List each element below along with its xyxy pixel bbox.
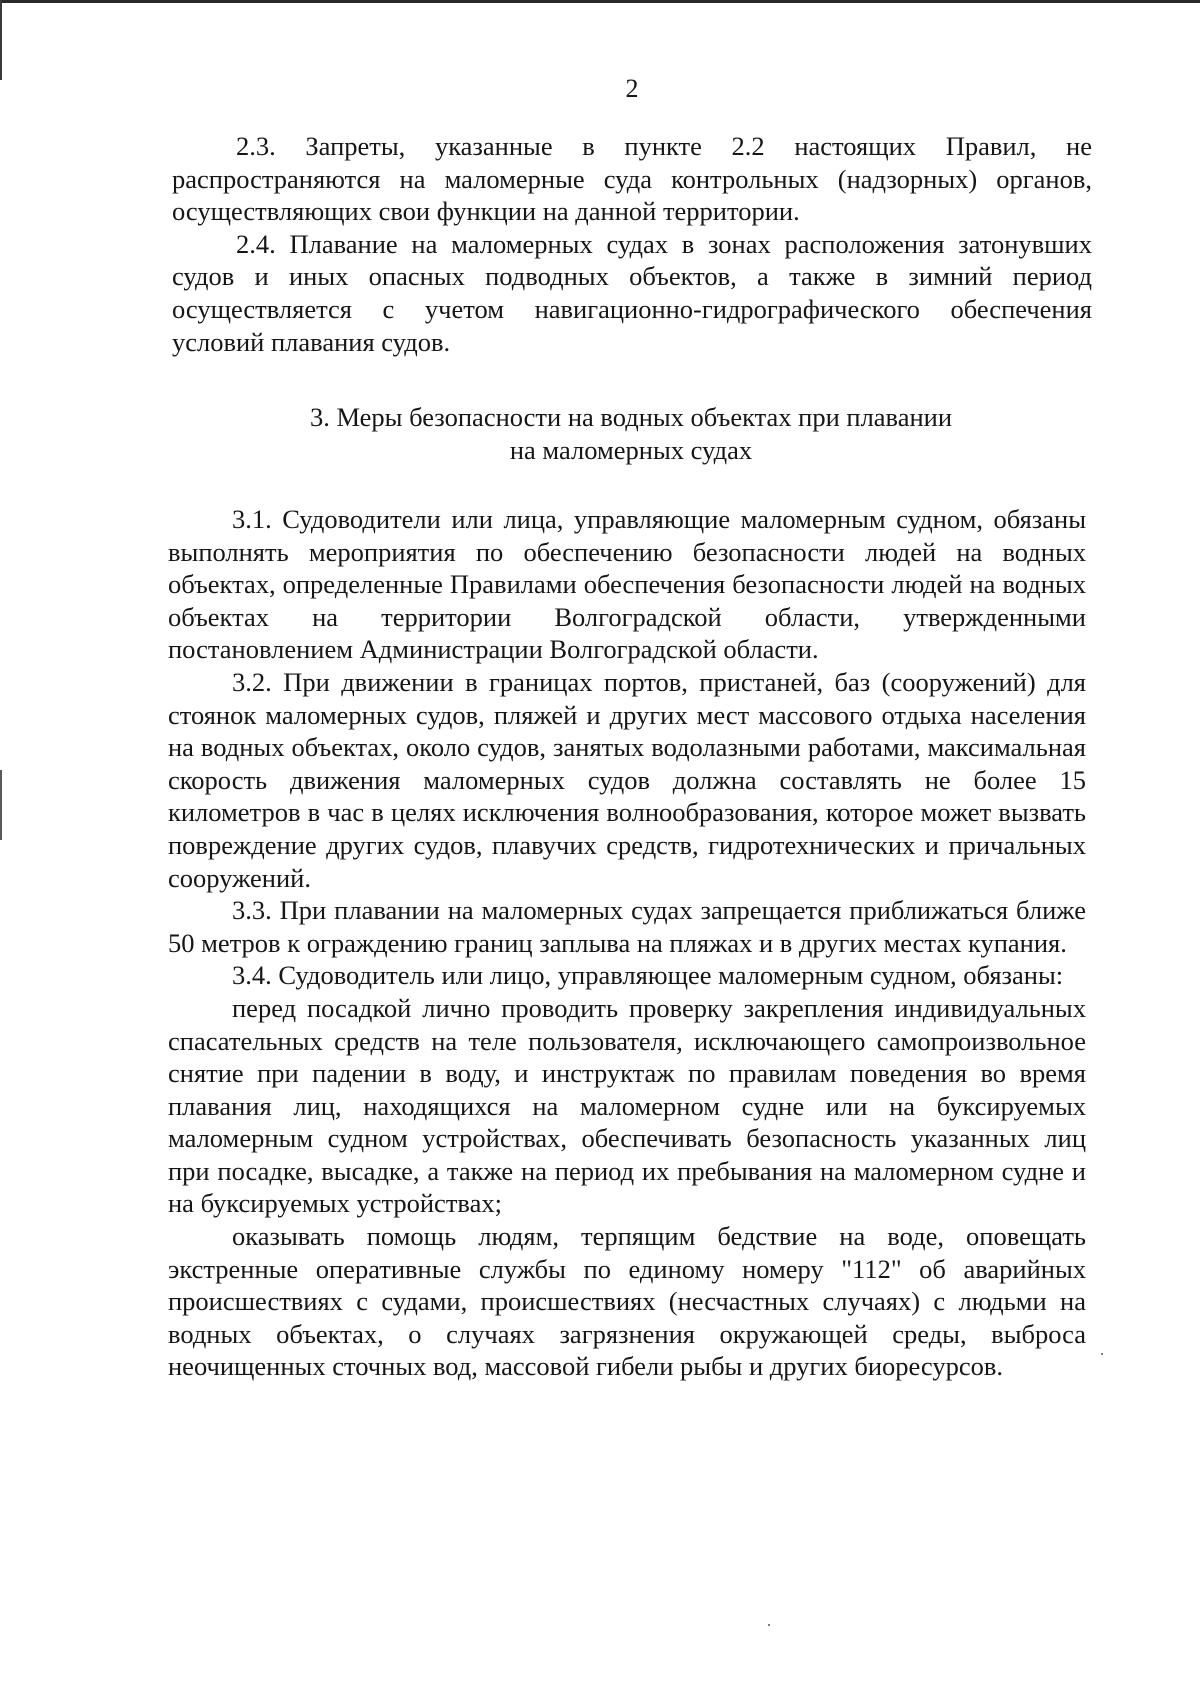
paragraph-2-4: 2.4. Плавание на маломерных судах в зонах расположения затонувших судов и иных опасных подводных объектов, а также в зимний период осуществляется с учетом навигационно-гидрографического обеспечения условий плавания судов.: [172, 228, 1092, 357]
scan-border-left: [0, 0, 2, 80]
scan-speck: [1101, 1353, 1103, 1355]
paragraph-3-4-a: перед посадкой лично проводить проверку закрепления индивидуальных спасательных средств на теле пользователя, исключающего самопроизвольное снятие при падении в воду, и инструктаж по правилам поведения во время плавания лиц, находящихся на маломерном судне или на буксируемых маломерным судном устройствах, обеспечивать безопасность указанных лиц при посадке, высадке, а также на период их пребывания на маломерном судне и на буксируемых устройствах;: [168, 992, 1086, 1219]
scan-speck: [768, 1624, 770, 1626]
paragraph-3-3: 3.3. При плавании на маломерных судах запрещается приближаться ближе 50 метров к ограждению границ заплыва на пляжах и в других местах купания.: [168, 895, 1086, 958]
paragraph-2-3: 2.3. Запреты, указанные в пункте 2.2 настоящих Правил, не распространяются на маломерные суда контрольных (надзорных) органов, осуществляющих свои функции на данной территории.: [172, 131, 1092, 227]
section-3-heading-line-1: 3. Меры безопасности на водных объектах при плавании: [309, 402, 953, 432]
paragraph-3-4: 3.4. Судоводитель или лицо, управляющее маломерным судном, обязаны:: [232, 960, 1064, 991]
scan-border-left-mark: [0, 770, 2, 840]
section-3-heading: [172, 401, 1090, 466]
scan-border-top: [0, 0, 1200, 3]
paragraph-3-2: 3.2. При движении в границах портов, пристаней, баз (сооружений) для стоянок маломерных судов, пляжей и других мест массового отдыха населения на водных объектах, около судов, занятых водолазными работами, максимальная скорость движения маломерных судов должна составлять не более 15 километров в час в целях исключения волнообразования, которое может вызвать повреждение других судов, плавучих средств, гидротехнических и причальных сооружений.: [168, 666, 1086, 893]
section-3-text: [168, 503, 1086, 1383]
section-2-text: [172, 130, 1092, 358]
paragraph-3-1: 3.1. Судоводители или лица, управляющие маломерным судном, обязаны выполнять мероприятия по обеспечению безопасности людей на водных объектах, определенные Правилами обеспечения безопасности людей на водных объектах на территории Волгоградской области, утвержденными постановлением Администрации Волгоградской области.: [168, 504, 1086, 665]
section-3-heading-line-2: на маломерных судах: [509, 434, 753, 465]
paragraph-3-4-b: оказывать помощь людям, терпящим бедствие на воде, оповещать экстренные оперативные службы по единому номеру "112" об аварийных происшествиях с судами, происшествиях (несчастных случаях) с людьми на водных объектах, о случаях загрязнения окружающей среды, выброса неочищенных сточных вод, массовой гибели рыбы и других биоресурсов.: [168, 1221, 1086, 1382]
page-number: 2: [625, 74, 639, 103]
